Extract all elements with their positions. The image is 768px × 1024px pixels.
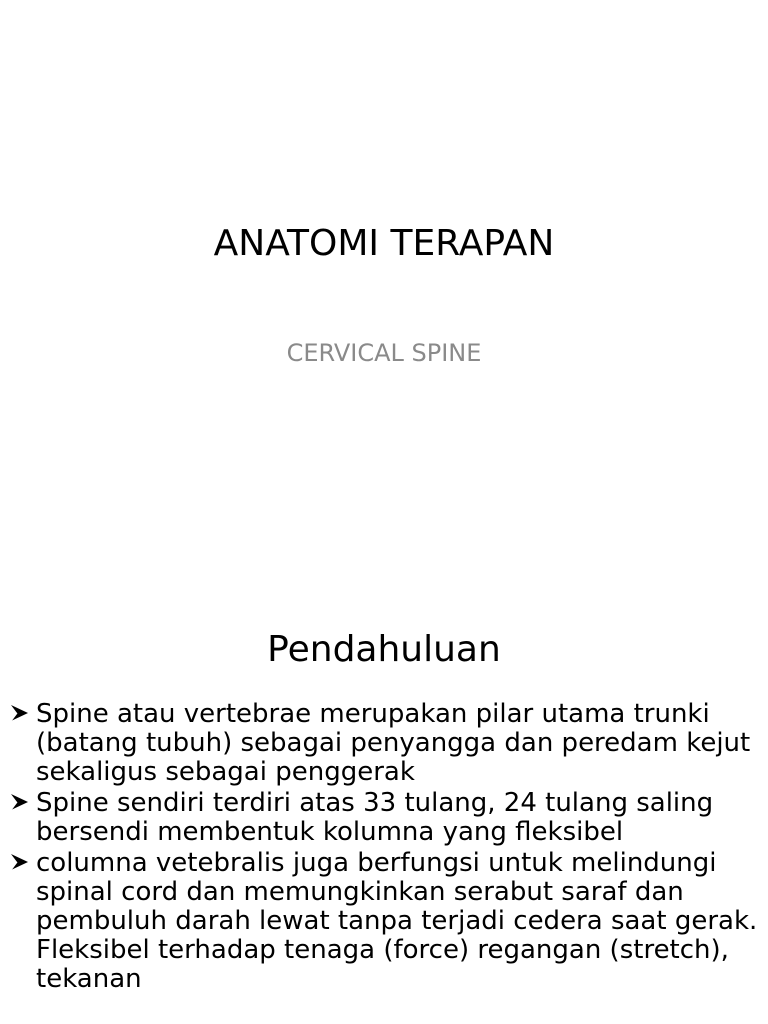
bullet-item bbox=[8, 849, 760, 994]
bullet-list bbox=[8, 700, 760, 996]
bullet-item bbox=[8, 700, 760, 787]
section-heading: Pendahuluan bbox=[267, 629, 501, 670]
arrowhead-bullet-icon bbox=[8, 849, 36, 877]
content-slide bbox=[0, 576, 768, 1024]
bullet-item bbox=[8, 789, 760, 847]
slide-subtitle: CERVICAL SPINE bbox=[286, 339, 482, 367]
bullet-text: Spine atau vertebrae merupakan pilar utama trunki (batang tubuh) sebagai penyangga dan peredam kejut sekaligus sebagai penggerak bbox=[36, 699, 751, 787]
arrowhead-bullet-icon bbox=[8, 700, 36, 728]
arrowhead-bullet-icon bbox=[8, 789, 36, 817]
slide-title: ANATOMI TERAPAN bbox=[213, 223, 555, 264]
bullet-text: Spine sendiri terdiri atas 33 tulang, 24 tulang saling bersendi membentuk kolumna yang fleksibel bbox=[36, 788, 714, 847]
bullet-text: columna vetebralis juga berfungsi untuk melindungi spinal cord dan memungkinkan serabut saraf dan pembuluh darah lewat tanpa terjadi cedera saat gerak. Fleksibel terhadap tenaga (force) regangan (stretch), tekanan bbox=[36, 848, 758, 994]
